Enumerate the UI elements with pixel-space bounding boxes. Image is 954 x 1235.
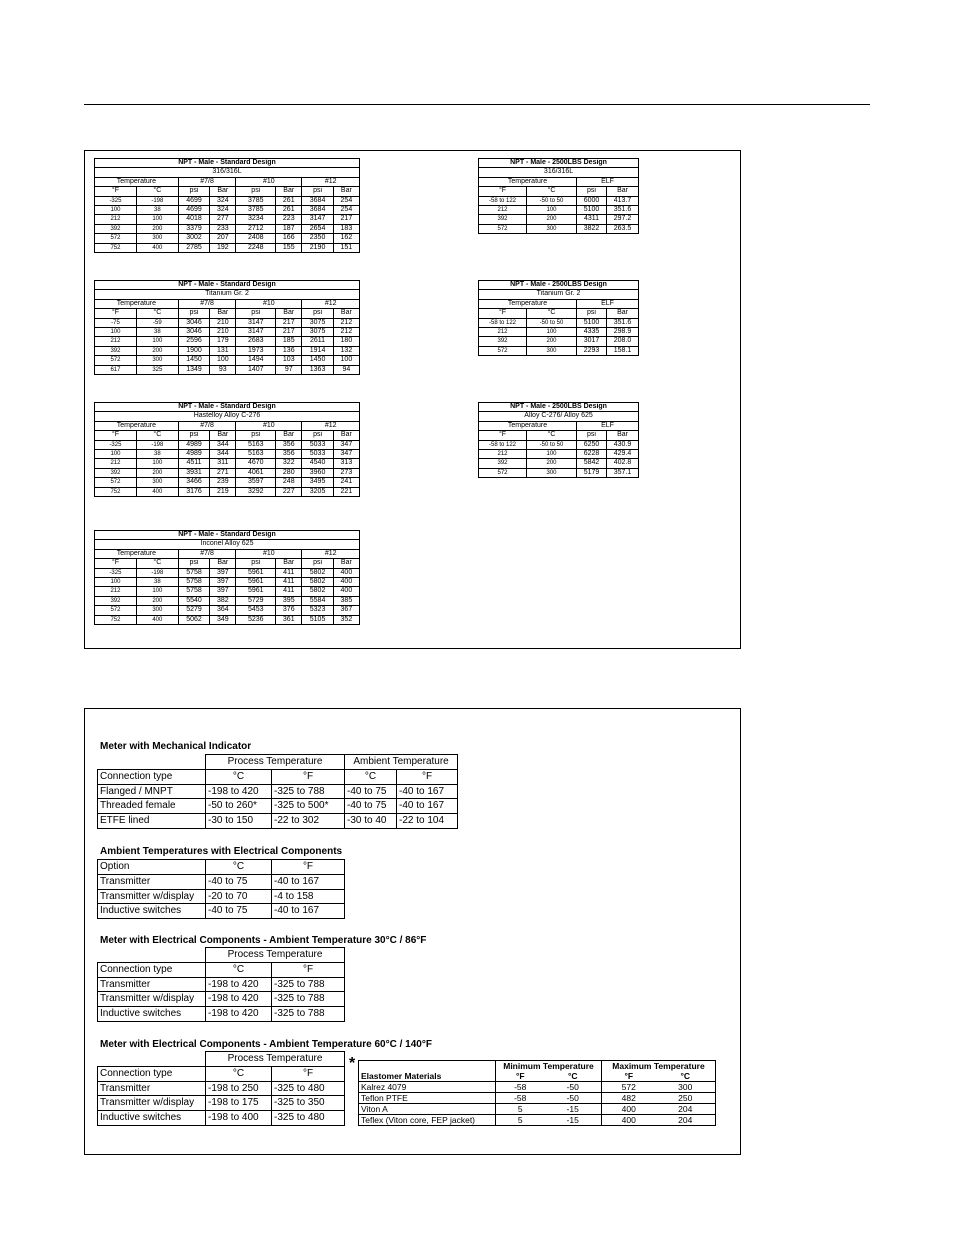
table-row: 572 300 3466 239 3597 248 3495 241	[95, 478, 360, 487]
material-label: Titanium Gr. 2	[95, 290, 360, 299]
table-row: 572 300 2293 158.1	[479, 346, 639, 355]
mech-title: Meter with Mechanical Indicator	[100, 741, 252, 752]
table-row: 212 100 2596 179 2683 185 2611 180	[95, 337, 360, 346]
material-label: Alloy C-276/ Alloy 625	[479, 412, 639, 421]
amb-table: Option °C °F Transmitter -40 to 75 -40 to 167 Transmitter w/display -20 to 70 -4 to 158 Inductive switches -40 to 75 -40 to 167	[97, 859, 345, 919]
table-row: Transmitter w/display -198 to 420 -325 to 788	[98, 992, 345, 1007]
table-row: 617 325 1349 93 1407 97 1363 94	[95, 365, 360, 374]
npt-2500lbs-table: NPT - Male - 2500LBS Design Titanium Gr. 2 Temperature ELF °F °C psi Bar -58 to 122 -50 to 50 5100 351.6 212 100 4335 298.9 392 200 3017 208.0 572 300 2293 158.1	[478, 280, 639, 356]
table-row: Inductive switches -40 to 75 -40 to 167	[98, 904, 345, 919]
table-title: NPT - Male - Standard Design	[95, 531, 360, 540]
table-row: ETFE lined -30 to 150 -22 to 302 -30 to 40 -22 to 104	[98, 814, 458, 829]
table-row: 392 200 4311 297.2	[479, 215, 639, 224]
table-row: -58 to 122 -50 to 50 6250 430.9	[479, 440, 639, 449]
table-row: 212 100 5100 351.6	[479, 206, 639, 215]
connection-type-header: Connection type	[98, 769, 206, 784]
table-row: 572 300 5279 364 5453 376 5323 367	[95, 606, 360, 615]
table-row: 572 300 3822 263.5	[479, 224, 639, 233]
table-row: -58 to 122 -50 to 50 6000 413.7	[479, 196, 639, 205]
table-row: 212 100 4018 277 3234 223 3147 217	[95, 215, 360, 224]
table-row: 752 400 5062 349 5236 361 5105 352	[95, 615, 360, 624]
table-row: Transmitter -198 to 250 -325 to 480	[98, 1081, 345, 1096]
table-row: 752 400 3176 219 3292 227 3205 221	[95, 487, 360, 496]
npt-standard-table: NPT - Male - Standard Design Inconel Alloy 625 Temperature #7/8 #10 #12 °F °C psi Bar psi Bar psi Bar -325 -198 5758 397 5961 411 5802 400 100 38 5758 397 5961 411 5802 400 212 100 5758 397 5961 411 5802 400 392 200 5540 382 5729 395 5584 385 572 300 5279 364 5453 376 5323 367 752 400 5062 349 5236 361 5105 352	[94, 530, 360, 625]
option-header: Option	[98, 860, 206, 875]
footnote-asterisk: *	[349, 1055, 356, 1072]
table-row: Teflex (Viton core, FEP jacket) 5 -15 400 204	[359, 1115, 716, 1126]
table-row: Transmitter w/display -198 to 175 -325 to 350	[98, 1096, 345, 1111]
table-row: 100 38 5758 397 5961 411 5802 400	[95, 578, 360, 587]
process-temp-header: Process Temperature	[206, 755, 345, 770]
table-title: NPT - Male - 2500LBS Design	[479, 159, 639, 168]
table-row: 212 100 5758 397 5961 411 5802 400	[95, 587, 360, 596]
table-row: Viton A 5 -15 400 204	[359, 1104, 716, 1115]
table-row: 392 200 1900 131 1973 136 1914 132	[95, 346, 360, 355]
table-row: 392 200 3017 208.0	[479, 337, 639, 346]
table-row: 392 200 5540 382 5729 395 5584 385	[95, 596, 360, 605]
table-row: 100 38 4989 344 5163 356 5033 347	[95, 450, 360, 459]
elec30-table: Process Temperature Connection type °C °F Transmitter -198 to 420 -325 to 788 Transmitter w/display -198 to 420 -325 to 788 Inductive switches -198 to 420 -325 to 788	[97, 947, 345, 1022]
elec60-title: Meter with Electrical Components - Ambient Temperature 60°C / 140°F	[100, 1039, 432, 1050]
material-label: Hastelloy Alloy C-276	[95, 412, 360, 421]
table-row: 572 300 3002 207 2408 166 2350 162	[95, 234, 360, 243]
material-label: 316/316L	[479, 168, 639, 177]
table-row: 392 200 3931 271 4061 280 3960 273	[95, 468, 360, 477]
table-row: Teflon PTFE -58 -50 482 250	[359, 1093, 716, 1104]
material-label: 316/316L	[95, 168, 360, 177]
material-label: Titanium Gr. 2	[479, 290, 639, 299]
npt-standard-table: NPT - Male - Standard Design 316/316L Temperature #7/8 #10 #12 °F °C psi Bar psi Bar psi Bar -325 -198 4699 324 3785 261 3684 254 100 38 4699 324 3785 261 3684 254 212 100 4018 277 3234 223 3147 217 392 200 3379 233 2712 187 2654 183 572 300 3002 207 2408 166 2350 162 752 400 2785 192 2248 155 2190 151	[94, 158, 360, 253]
ambient-temp-header: Ambient Temperature	[345, 755, 458, 770]
table-row: 572 300 1450 100 1494 103 1450 100	[95, 356, 360, 365]
table-row: -325 -198 4989 344 5163 356 5033 347	[95, 440, 360, 449]
table-row: -75 -59 3046 210 3147 217 3075 212	[95, 318, 360, 327]
npt-2500lbs-table: NPT - Male - 2500LBS Design Alloy C-276/ Alloy 625 Temperature ELF °F °C psi Bar -58 to 122 -50 to 50 6250 430.9 212 100 6228 429.4 392 200 5842 402.8 572 300 5179 357.1	[478, 402, 639, 478]
table-title: NPT - Male - 2500LBS Design	[479, 281, 639, 290]
elec30-title: Meter with Electrical Components - Ambient Temperature 30°C / 86°F	[100, 935, 427, 946]
elastomer-header: Elastomer Materials	[359, 1071, 496, 1082]
table-row: Flanged / MNPT -198 to 420 -325 to 788 -40 to 75 -40 to 167	[98, 784, 458, 799]
table-row: 212 100 4335 298.9	[479, 328, 639, 337]
table-row: 572 300 5179 357.1	[479, 468, 639, 477]
table-row: -325 -198 5758 397 5961 411 5802 400	[95, 568, 360, 577]
table-row: Transmitter -198 to 420 -325 to 788	[98, 977, 345, 992]
npt-standard-table: NPT - Male - Standard Design Hastelloy Alloy C-276 Temperature #7/8 #10 #12 °F °C psi Bar psi Bar psi Bar -325 -198 4989 344 5163 356 5033 347 100 38 4989 344 5163 356 5033 347 212 100 4511 311 4670 322 4540 313 392 200 3931 271 4061 280 3960 273 572 300 3466 239 3597 248 3495 241 752 400 3176 219 3292 227 3205 221	[94, 402, 360, 497]
table-title: NPT - Male - 2500LBS Design	[479, 403, 639, 412]
table-title: NPT - Male - Standard Design	[95, 281, 360, 290]
table-row: Threaded female -50 to 260* -325 to 500* -40 to 75 -40 to 167	[98, 799, 458, 814]
table-row: 392 200 3379 233 2712 187 2654 183	[95, 224, 360, 233]
table-row: 100 38 4699 324 3785 261 3684 254	[95, 206, 360, 215]
table-row: Inductive switches -198 to 400 -325 to 480	[98, 1111, 345, 1126]
table-row: Transmitter -40 to 75 -40 to 167	[98, 874, 345, 889]
npt-2500lbs-table: NPT - Male - 2500LBS Design 316/316L Temperature ELF °F °C psi Bar -58 to 122 -50 to 50 6000 413.7 212 100 5100 351.6 392 200 4311 297.2 572 300 3822 263.5	[478, 158, 639, 234]
table-title: NPT - Male - Standard Design	[95, 403, 360, 412]
material-label: Inconel Alloy 625	[95, 540, 360, 549]
table-row: Transmitter w/display -20 to 70 -4 to 158	[98, 889, 345, 904]
table-row: Inductive switches -198 to 420 -325 to 788	[98, 1007, 345, 1022]
table-row: 392 200 5842 402.8	[479, 459, 639, 468]
mech-table: Process Temperature Ambient Temperature Connection type °C °F °C °F Flanged / MNPT -198 to 420 -325 to 788 -40 to 75 -40 to 167 Threaded female -50 to 260* -325 to 500* -40 to 75 -40 to 167 ETFE lined -30 to 150 -22 to 302 -30 to 40 -22 to 104	[97, 754, 458, 829]
elec60-table: Process Temperature Connection type °C °F Transmitter -198 to 250 -325 to 480 Transmitter w/display -198 to 175 -325 to 350 Inductive switches -198 to 400 -325 to 480	[97, 1051, 345, 1126]
table-row: 212 100 6228 429.4	[479, 450, 639, 459]
table-row: Kalrez 4079 -58 -50 572 300	[359, 1082, 716, 1093]
amb-title: Ambient Temperatures with Electrical Components	[100, 846, 343, 857]
table-row: -325 -198 4699 324 3785 261 3684 254	[95, 196, 360, 205]
table-row: 752 400 2785 192 2248 155 2190 151	[95, 243, 360, 252]
header-rule	[84, 104, 870, 105]
elastomer-table: Minimum Temperature Maximum Temperature Elastomer Materials °F °C °F °C Kalrez 4079 -58 -50 572 300 Teflon PTFE -58 -50 482 250 Viton A 5 -15 400 204 Teflex (Viton core, FEP jacket) 5 -15 400 204	[358, 1060, 716, 1126]
table-title: NPT - Male - Standard Design	[95, 159, 360, 168]
table-row: 100 38 3046 210 3147 217 3075 212	[95, 328, 360, 337]
npt-standard-table: NPT - Male - Standard Design Titanium Gr. 2 Temperature #7/8 #10 #12 °F °C psi Bar psi Bar psi Bar -75 -59 3046 210 3147 217 3075 212 100 38 3046 210 3147 217 3075 212 212 100 2596 179 2683 185 2611 180 392 200 1900 131 1973 136 1914 132 572 300 1450 100 1494 103 1450 100 617 325 1349 93 1407 97 1363 94	[94, 280, 360, 375]
table-row: 212 100 4511 311 4670 322 4540 313	[95, 459, 360, 468]
table-row: -58 to 122 -50 to 50 5100 351.6	[479, 318, 639, 327]
